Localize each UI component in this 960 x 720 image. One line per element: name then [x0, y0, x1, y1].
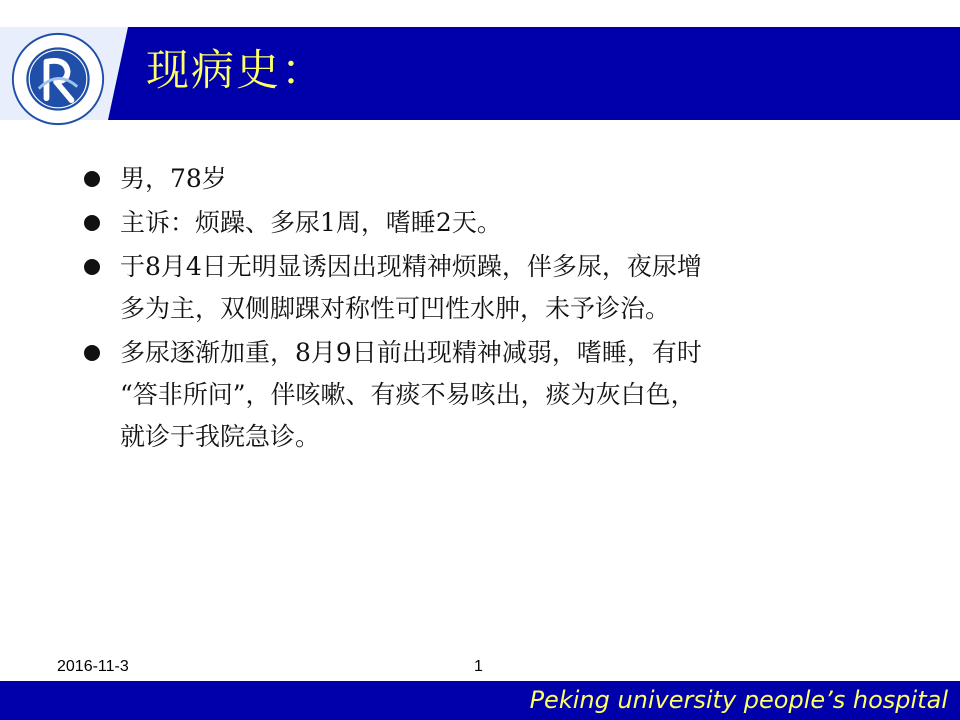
bullet-text-line: 多尿逐渐加重，8月9日前出现精神减弱，嗜睡，有时 — [120, 338, 702, 367]
bullet-text: 主诉：烦躁、多尿1周，嗜睡2天。 — [120, 208, 502, 237]
list-item — [84, 332, 904, 458]
hospital-logo — [10, 31, 106, 127]
list-item — [84, 246, 904, 330]
bullet-dot-icon — [84, 259, 100, 275]
bullet-list — [84, 158, 904, 460]
bullet-text: 男，78岁 — [120, 164, 227, 193]
bullet-text-line: 于8月4日无明显诱因出现精神烦躁，伴多尿，夜尿增 — [120, 252, 702, 281]
page-number: 1 — [474, 658, 483, 675]
header-bar — [0, 27, 960, 120]
list-item — [84, 158, 904, 200]
footer-banner: Peking university people’s hospital — [529, 686, 948, 714]
page-title: 现病史： — [146, 46, 326, 96]
footer-date: 2016-11-3 — [57, 658, 129, 675]
footer-bar — [0, 681, 960, 720]
bullet-dot-icon — [84, 215, 100, 231]
bullet-dot-icon — [84, 345, 100, 361]
bullet-dot-icon — [84, 171, 100, 187]
bullet-text-line: 多为主，双侧脚踝对称性可凹性水肿，未予诊治。 — [120, 294, 671, 323]
bullet-text-line: 就诊于我院急诊。 — [120, 422, 321, 451]
list-item — [84, 202, 904, 244]
bullet-text-line: “答非所问”，伴咳嗽、有痰不易咳出，痰为灰白色， — [120, 380, 696, 409]
